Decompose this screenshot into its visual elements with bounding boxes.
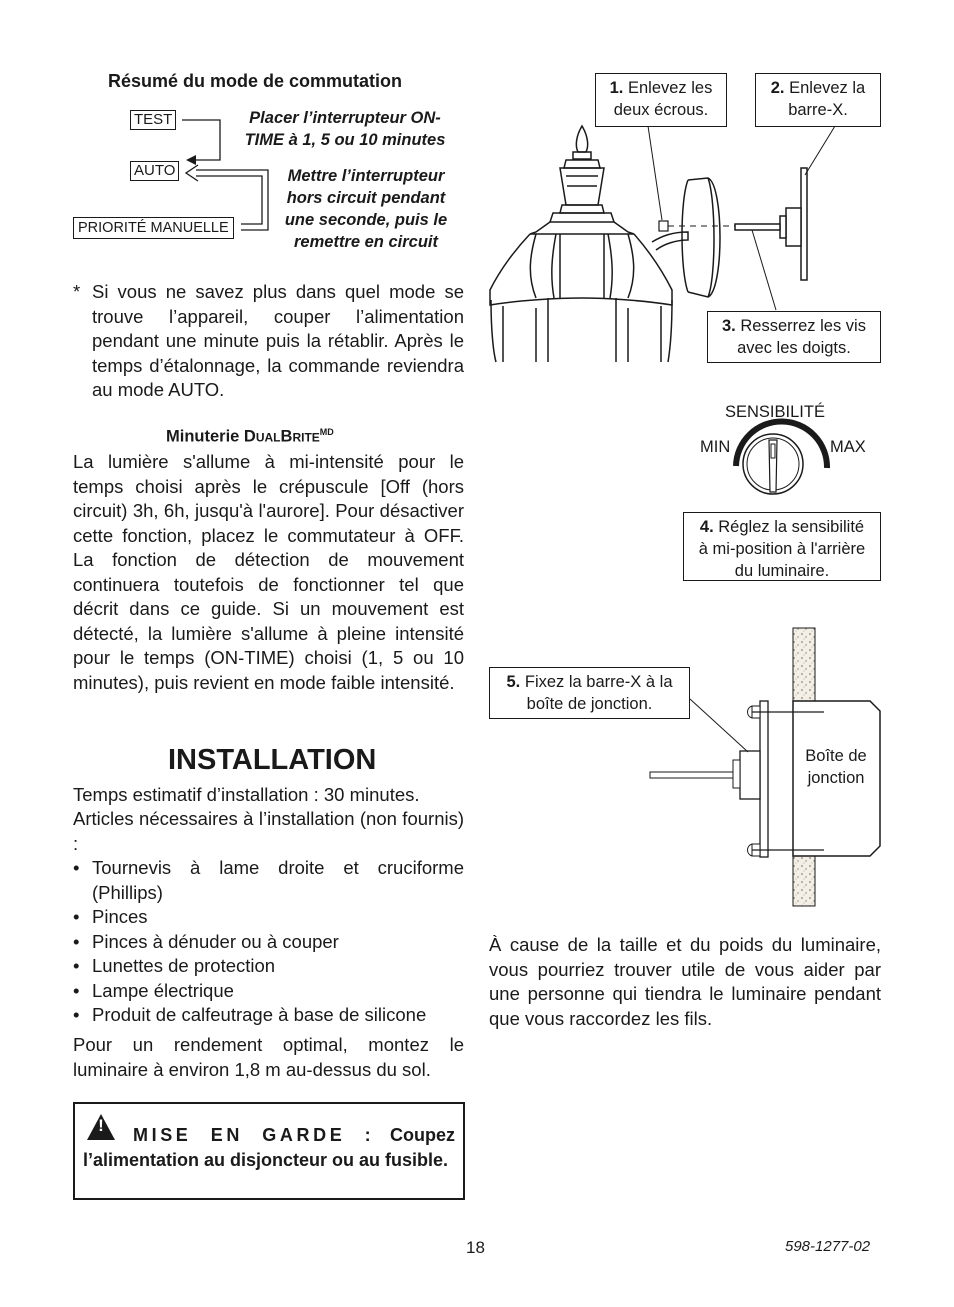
reset-note-text: Si vous ne savez plus dans quel mode se trouve l’appareil, couper l’alimentation pendant une minute puis la rétablir. Après le temps d’étalonnage, la commande reviendra au mode AUTO. xyxy=(92,281,464,400)
mounting-height-note: Pour un rendement optimal, montez le luminaire à environ 1,8 m au-dessus du sol. xyxy=(73,1034,464,1080)
sensitivity-knob xyxy=(736,421,827,494)
switch-mode-summary-title: Résumé du mode de commutation xyxy=(108,71,403,91)
document-code: 598-1277-02 xyxy=(785,1238,871,1255)
step-2-box: 2. Enlevez la barre-X. xyxy=(755,73,881,127)
list-item: • Tournevis à lame droite et cruciforme (Phillips) xyxy=(73,857,464,903)
mode-manual-override-label: PRIORITÉ MANUELLE xyxy=(73,217,234,239)
dualbrite-text: La lumière s'allume à mi-intensité pour le temps choisi après le crépuscule [Off (hors circuit) 3h, 6h, jusqu'à l'aurore]. Pour désactiver cette fonction, placez le commutateur à OFF. La fonction de détection de mouvement continuera toutefois de fonctionner tel que décrit dans ce guide. Si un mouvement est détecté, la lumière s'allume à pleine intensité pour le temps (ON-TIME) choisi (1, 5 ou 10 minutes), puis revient en mode faible intensité. xyxy=(73,451,464,693)
page-number: 18 xyxy=(466,1238,485,1257)
sensitivity-title: SENSIBILITÉ xyxy=(725,403,825,421)
installation-time: Temps estimatif d’installation : 30 minutes. xyxy=(73,784,420,805)
mode-auto-label: AUTO xyxy=(130,161,179,181)
helper-note: À cause de la taille et du poids du luminaire, vous pourriez trouver utile de vous aider par une personne qui tiendra le luminaire pendant que vous raccordez les fils. xyxy=(489,934,881,1029)
test-to-auto-note: Placer l’interrupteur ON- TIME à 1, 5 ou 10 minutes xyxy=(244,109,446,149)
dualbrite-title: Minuterie $DUALBRITE^{MD}$ xyxy=(166,427,334,446)
caution-text: MISE EN GARDE : Coupez l’alimentation au disjoncteur ou au fusible. xyxy=(83,1125,455,1170)
list-item: • Lampe électrique xyxy=(73,979,234,1001)
list-item: • Pinces xyxy=(73,906,148,927)
junction-box-label: Boîte de jonction xyxy=(805,747,867,787)
step-1-box: 1. Enlevez les deux écrous. xyxy=(595,73,727,127)
step-5-box: 5. Fixez la barre-X à la boîte de jonction. xyxy=(489,667,690,719)
step-3-box: 3. Resserrez les vis avec les doigts. xyxy=(707,311,881,363)
auto-to-manual-note: Mettre l’interrupteur hors circuit pendant une seconde, puis le remettre en circuit xyxy=(284,167,448,251)
sensitivity-max-label: MAX xyxy=(830,438,866,456)
list-item: • Produit de calfeutrage à base de silicone xyxy=(73,1004,427,1025)
installation-articles: Articles nécessaires à l’installation (non fournis) : xyxy=(73,808,464,854)
step-4-box: 4. Réglez la sensibilité à mi-position à l'arrière du luminaire. xyxy=(683,512,881,581)
warning-mark: ! xyxy=(98,1116,104,1135)
mode-test-label: TEST xyxy=(130,110,176,130)
sensitivity-min-label: MIN xyxy=(700,438,731,456)
list-item: • Pinces à dénuder ou à couper xyxy=(73,930,339,952)
reset-note-star: * xyxy=(73,281,81,302)
list-item: • Lunettes de protection xyxy=(73,955,276,976)
installation-title: INSTALLATION xyxy=(168,744,377,776)
